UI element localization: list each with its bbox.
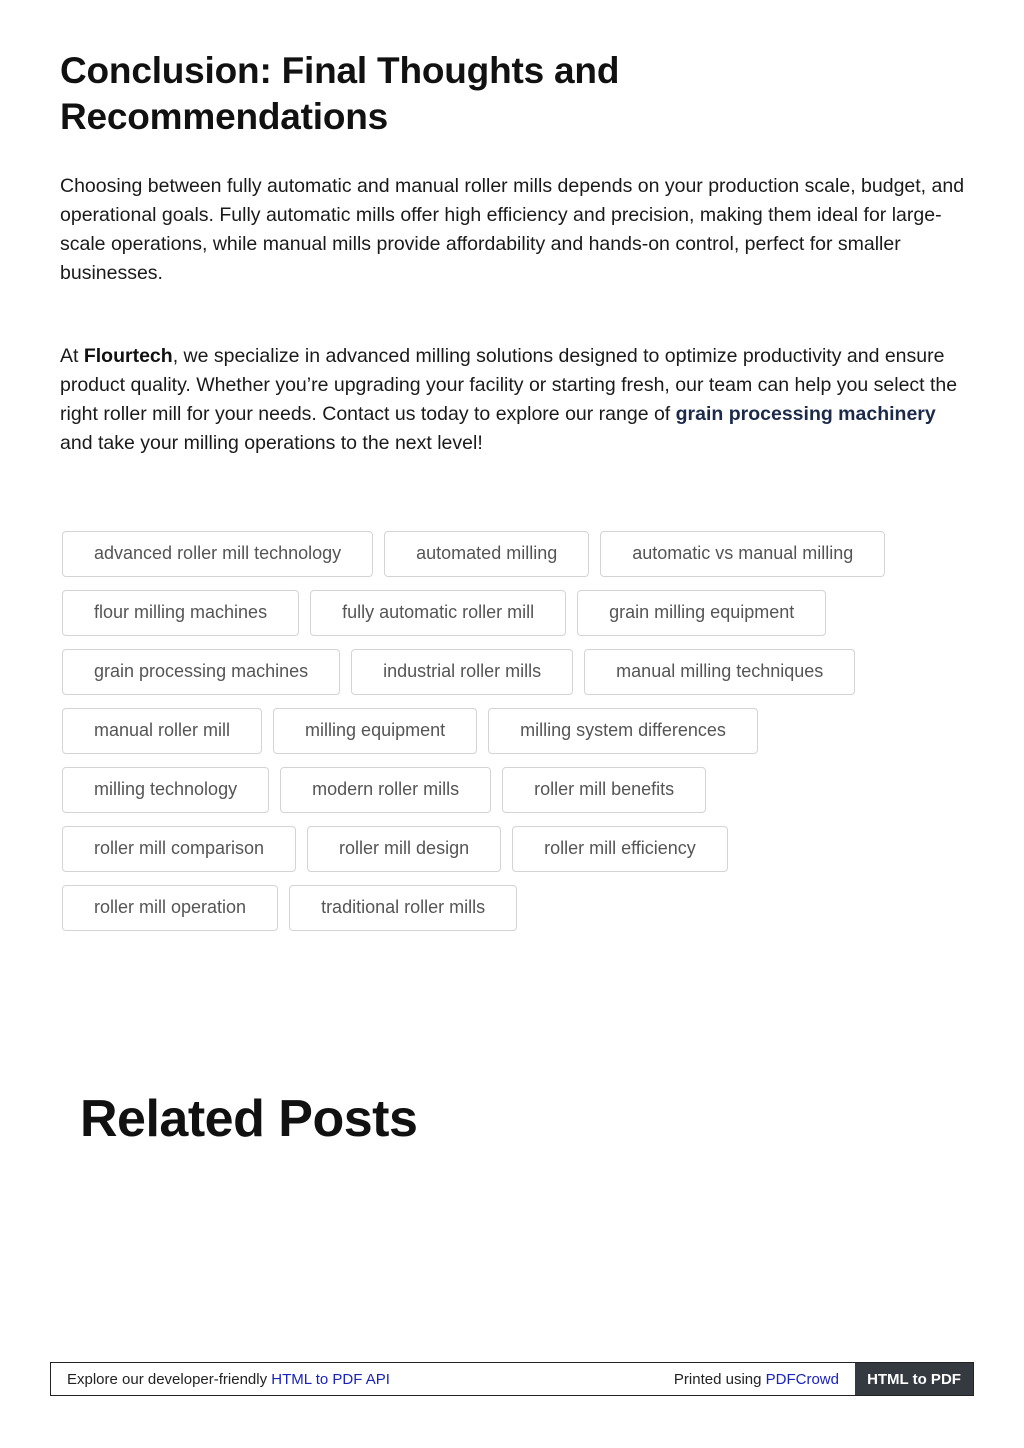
tag-link[interactable]: roller mill efficiency [512,826,728,872]
tag-row [62,531,962,577]
tag-link[interactable]: flour milling machines [62,590,299,636]
tag-row [62,590,962,636]
tag-link[interactable]: milling equipment [273,708,477,754]
tag-link[interactable]: traditional roller mills [289,885,517,931]
pdf-footer [50,1362,974,1396]
paragraph-prefix: At [60,345,84,367]
tag-link[interactable]: grain processing machines [62,649,340,695]
tag-link[interactable]: roller mill design [307,826,501,872]
related-posts-heading: Related Posts [80,1090,418,1148]
tag-link[interactable]: roller mill benefits [502,767,706,813]
tag-link[interactable]: advanced roller mill technology [62,531,373,577]
footer-explore [51,1363,674,1395]
tag-link[interactable]: automated milling [384,531,589,577]
conclusion-paragraph-2 [60,342,970,458]
conclusion-paragraph-1: Choosing between fully automatic and manual roller mills depends on your production scale, budget, and operational goals. Fully automatic mills offer high efficiency and precision, making them ideal for large-scale operations, while manual mills provide affordability and hands-on control, perfect for smaller businesses. [60,175,965,284]
brand-name: Flourtech [83,345,173,367]
grain-processing-machinery-link[interactable]: grain processing machinery [675,403,936,425]
tag-row [62,826,962,872]
html-to-pdf-badge[interactable]: HTML to PDF [855,1363,973,1395]
tag-link[interactable]: milling system differences [488,708,758,754]
tag-link[interactable]: milling technology [62,767,269,813]
tag-link[interactable]: roller mill operation [62,885,278,931]
tag-link[interactable]: grain milling equipment [577,590,826,636]
conclusion-heading [60,48,970,140]
footer-printed-text: Printed using [673,1370,766,1388]
tag-cloud [62,531,962,944]
tag-row [62,649,962,695]
tag-link[interactable]: manual roller mill [62,708,262,754]
conclusion-heading-line1: Conclusion: Final Thoughts and [60,50,620,91]
tag-link[interactable]: modern roller mills [280,767,491,813]
html-to-pdf-api-link[interactable]: HTML to PDF API [271,1370,390,1388]
paragraph-middle: , we specialize in advanced milling solutions designed to optimize productivity and ensure product quality. Whether you’re upgrading your facility or starting fresh, our team can help you select the right roller mill for your needs. Contact us today to explore our range of [60,345,958,425]
tag-link[interactable]: industrial roller mills [351,649,573,695]
conclusion-section [60,48,970,458]
tag-row [62,708,962,754]
paragraph-suffix: and take your milling operations to the next level! [60,432,483,454]
tag-link[interactable]: roller mill comparison [62,826,296,872]
footer-explore-text: Explore our developer-friendly [67,1370,272,1388]
tag-row [62,885,962,931]
tag-link[interactable]: fully automatic roller mill [310,590,566,636]
pdfcrowd-link[interactable]: PDFCrowd [765,1370,839,1388]
conclusion-heading-line2: Recommendations [60,96,389,137]
tag-link[interactable]: automatic vs manual milling [600,531,885,577]
tag-row [62,767,962,813]
tag-link[interactable]: manual milling techniques [584,649,855,695]
footer-printed [674,1363,855,1395]
